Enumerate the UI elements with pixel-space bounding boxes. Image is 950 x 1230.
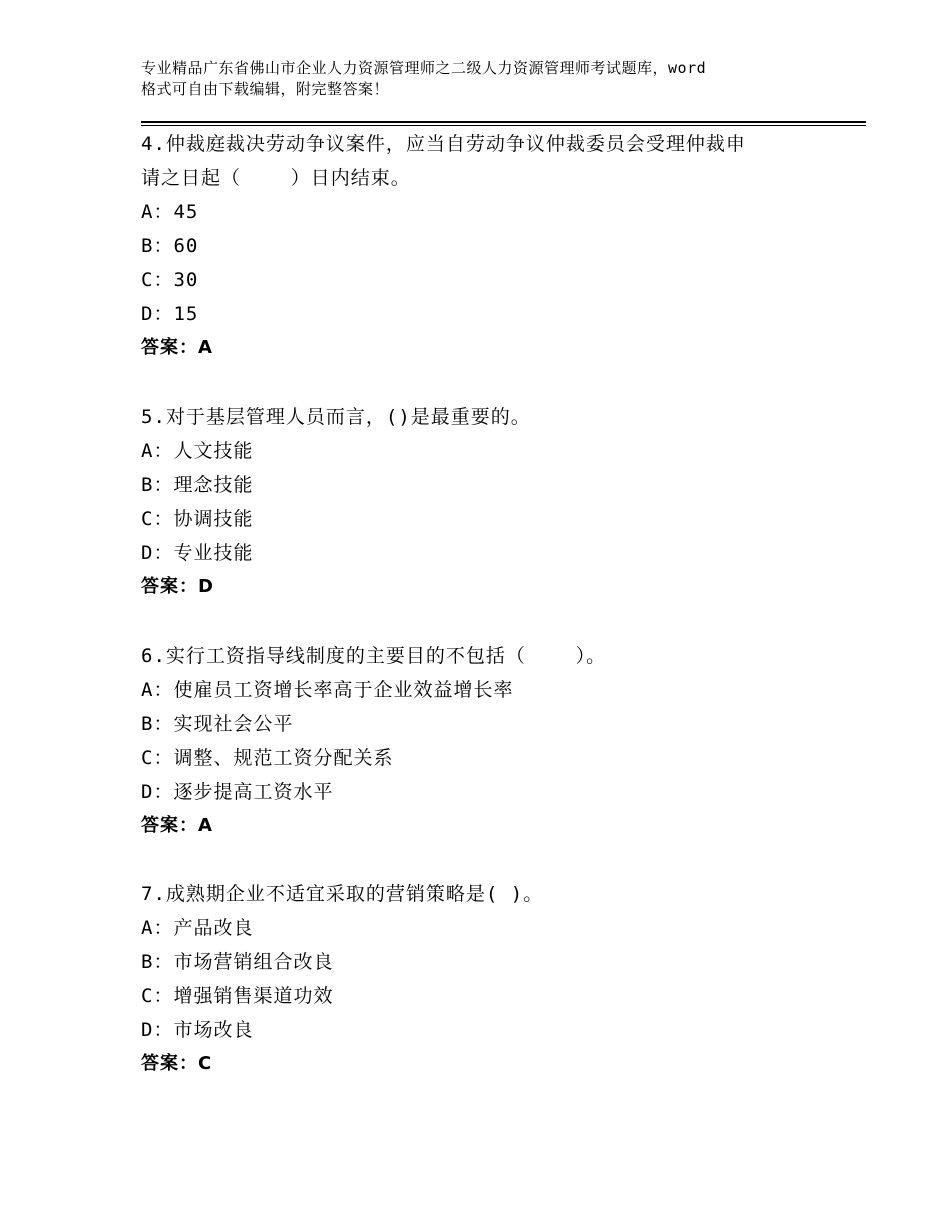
- question-stem: 5.对于基层管理人员而言，()是最重要的。: [141, 406, 531, 428]
- option-d: D：逐步提高工资水平: [141, 781, 334, 803]
- option-c: C：增强销售渠道功效: [141, 985, 334, 1007]
- answer: 答案：D: [141, 576, 214, 597]
- question-7: [141, 877, 821, 1081]
- option-a: A：使雇员工资增长率高于企业效益增长率: [141, 679, 514, 701]
- question-stem: 6.实行工资指导线制度的主要目的不包括（ ）。: [141, 645, 607, 667]
- option-d: D：15: [141, 303, 199, 325]
- question-4: [141, 127, 821, 365]
- option-b: B：60: [141, 235, 199, 257]
- option-b: B：理念技能: [141, 474, 254, 496]
- option-c: C：30: [141, 269, 199, 291]
- option-c: C：协调技能: [141, 508, 254, 530]
- option-c: C：调整、规范工资分配关系: [141, 747, 394, 769]
- option-a: A：人文技能: [141, 440, 254, 462]
- option-b: B：市场营销组合改良: [141, 951, 334, 973]
- answer: 答案：A: [141, 815, 213, 836]
- option-d: D：专业技能: [141, 542, 254, 564]
- option-b: B：实现社会公平: [141, 713, 294, 735]
- answer: 答案：A: [141, 337, 213, 358]
- header-divider-thick: [141, 121, 866, 123]
- option-d: D：市场改良: [141, 1019, 254, 1041]
- question-stem: 4.仲裁庭裁决劳动争议案件，应当自劳动争议仲裁委员会受理仲裁申: [141, 133, 746, 155]
- document-header: 专业精品广东省佛山市企业人力资源管理师之二级人力资源管理师考试题库，word 格式可自由下载编辑，附完整答案！: [141, 59, 707, 98]
- question-6: [141, 639, 821, 843]
- header-divider-thin: [141, 125, 866, 126]
- question-5: [141, 400, 821, 604]
- answer: 答案：C: [141, 1053, 213, 1074]
- question-stem: 请之日起（ ）日内结束。: [141, 167, 411, 189]
- option-a: A：产品改良: [141, 917, 254, 939]
- option-a: A：45: [141, 201, 199, 223]
- question-stem: 7.成熟期企业不适宜采取的营销策略是( )。: [141, 883, 544, 905]
